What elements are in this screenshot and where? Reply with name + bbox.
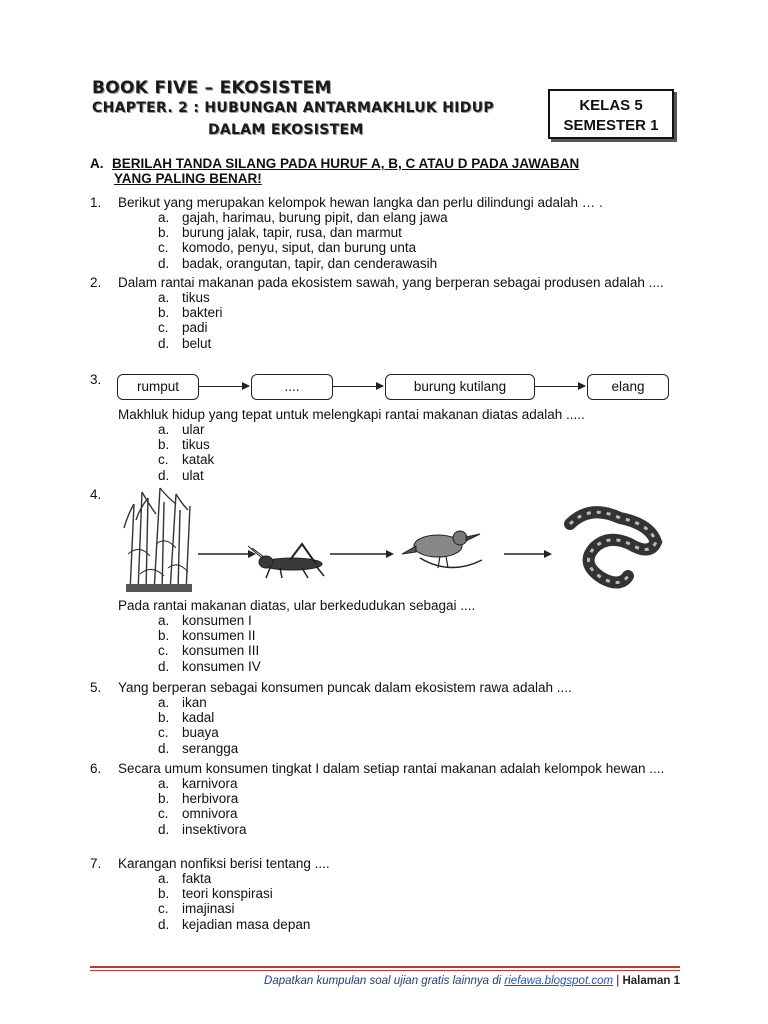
arrow-head <box>386 550 394 558</box>
option[interactable]: b. kadal <box>158 710 215 726</box>
question-2 <box>90 275 680 351</box>
question-5 <box>90 680 680 756</box>
snake-image <box>570 512 656 582</box>
question-number: 1. <box>90 195 102 210</box>
chain-arrow <box>333 386 383 387</box>
option[interactable]: a. fakta <box>158 871 212 886</box>
question-stem: Karangan nonfiksi berisi tentang .... <box>118 856 330 871</box>
question-stem: Makhluk hidup yang tepat untuk melengkapi rantai makanan diatas adalah ..... <box>118 407 585 422</box>
option[interactable]: d. belut <box>158 335 212 351</box>
question-6 <box>90 761 680 837</box>
option[interactable]: b. teori konspirasi <box>158 886 273 902</box>
question-stem: Berikut yang merupakan kelompok hewan langka dan perlu dilindungi adalah … . <box>118 195 603 210</box>
footer-link[interactable]: riefawa.blogspot.com <box>504 975 614 987</box>
question-number: 5. <box>90 680 102 695</box>
page-number: Halaman 1 <box>622 975 680 987</box>
question-stem: Secara umum konsumen tingkat I dalam setiap rantai makanan adalah kelompok hewan .... <box>118 761 665 776</box>
option[interactable]: c. konsumen III <box>158 643 260 659</box>
arrow-head <box>544 550 552 558</box>
option[interactable]: c. komodo, penyu, siput, dan burung unta <box>158 240 417 256</box>
option[interactable]: c. imajinasi <box>158 901 235 917</box>
book-title: BOOK FIVE – EKOSISTEM <box>92 78 332 98</box>
chain-arrow <box>199 386 249 387</box>
options-list <box>158 776 680 837</box>
question-stem: Yang berperan sebagai konsumen puncak dalam ekosistem rawa adalah .... <box>118 680 572 695</box>
option[interactable]: c. omnivora <box>158 806 238 822</box>
chain-box-rumput: rumput <box>117 374 199 400</box>
option[interactable]: b. konsumen II <box>158 628 256 644</box>
grass-image <box>124 488 192 592</box>
semester-label: SEMESTER 1 <box>563 117 659 134</box>
question-stem: Dalam rantai makanan pada ekosistem sawah, yang berperan sebagai produsen adalah .... <box>118 275 664 290</box>
options-list <box>158 290 680 351</box>
question-stem: Pada rantai makanan diatas, ular berkedudukan sebagai .... <box>118 598 476 613</box>
question-7 <box>90 856 680 932</box>
option[interactable]: a. konsumen I <box>158 613 252 628</box>
option[interactable]: d. konsumen IV <box>158 658 261 674</box>
footer-divider-thin <box>90 970 680 971</box>
option[interactable]: c. padi <box>158 320 208 336</box>
chain-box-kutilang: burung kutilang <box>385 374 535 400</box>
food-chain-diagram <box>117 374 677 402</box>
chapter-title-line1: CHAPTER. 2 : HUBUNGAN ANTARMAKHLUK HIDUP <box>92 100 494 116</box>
question-number: 2. <box>90 275 102 290</box>
chain-box-elang: elang <box>587 374 669 400</box>
option[interactable]: a. tikus <box>158 290 210 305</box>
options-list <box>158 210 680 271</box>
option[interactable]: a. ular <box>158 422 205 437</box>
chain-arrow <box>535 386 585 387</box>
question-4 <box>90 598 680 674</box>
options-list <box>158 422 680 483</box>
option[interactable]: a. ikan <box>158 695 207 710</box>
option[interactable]: c. katak <box>158 452 215 468</box>
footer-text: Dapatkan kumpulan soal ujian gratis lainnya di <box>264 975 505 987</box>
question-number: 4. <box>90 487 102 502</box>
option[interactable]: b. bakteri <box>158 305 223 321</box>
options-list <box>158 871 680 932</box>
section-letter: A. <box>90 156 104 171</box>
instruction-line1: BERILAH TANDA SILANG PADA HURUF A, B, C ATAU D PADA JAWABAN <box>112 156 580 171</box>
grasshopper-image <box>248 544 324 578</box>
option[interactable]: d. kejadian masa depan <box>158 916 311 932</box>
page-footer <box>90 975 680 987</box>
question-number: 3. <box>90 372 102 387</box>
option[interactable]: c. buaya <box>158 725 219 741</box>
options-list <box>158 695 680 756</box>
footer-separator: | <box>613 975 623 987</box>
option[interactable]: b. burung jalak, tapir, rusa, dan marmut <box>158 225 402 241</box>
option[interactable]: b. herbivora <box>158 791 239 807</box>
question-1 <box>90 195 680 271</box>
section-instruction <box>90 156 579 186</box>
option[interactable]: d. insektivora <box>158 821 247 837</box>
option[interactable]: b. tikus <box>158 437 210 453</box>
kelas-label: KELAS 5 <box>579 97 643 114</box>
option[interactable]: d. ulat <box>158 467 204 483</box>
instruction-line2: YANG PALING BENAR! <box>114 171 262 186</box>
class-badge <box>548 89 674 139</box>
question-3 <box>90 407 680 483</box>
food-chain-images <box>120 484 680 596</box>
options-list <box>158 613 680 674</box>
bird-image <box>402 531 482 568</box>
option[interactable]: d. serangga <box>158 740 239 756</box>
option[interactable]: a. gajah, harimau, burung pipit, dan elang jawa <box>158 210 448 225</box>
chapter-title-line2: DALAM EKOSISTEM <box>208 122 364 138</box>
option[interactable]: a. karnivora <box>158 776 238 791</box>
question-number: 7. <box>90 856 102 871</box>
chain-box-blank: .... <box>251 374 333 400</box>
footer-divider <box>90 966 680 968</box>
question-number: 6. <box>90 761 102 776</box>
option[interactable]: d. badak, orangutan, tapir, dan cenderawasih <box>158 255 438 271</box>
